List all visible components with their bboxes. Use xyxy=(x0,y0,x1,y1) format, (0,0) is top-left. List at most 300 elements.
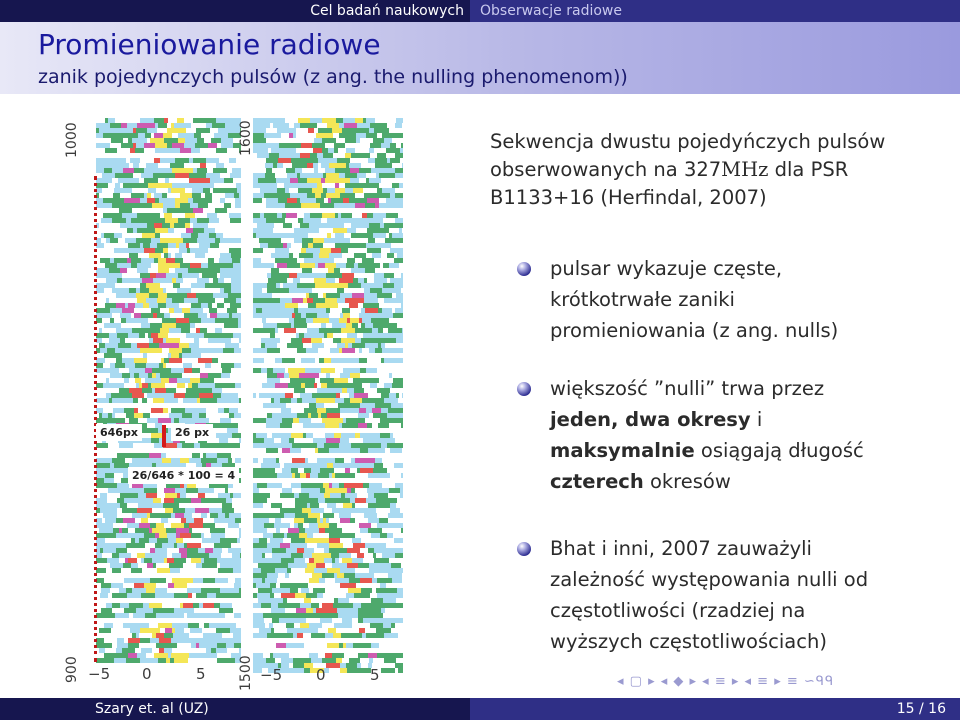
pulse-cell xyxy=(152,373,156,378)
pulse-cell xyxy=(134,373,139,378)
pulse-cell xyxy=(261,343,265,348)
pulse-cell xyxy=(127,198,140,203)
pulse-cell xyxy=(233,568,241,573)
pulse-cell xyxy=(143,303,149,308)
pulse-cell xyxy=(203,638,208,643)
pulse-cell xyxy=(205,283,219,288)
pulse-cell xyxy=(256,433,267,438)
pulse-cell xyxy=(231,278,241,283)
pulse-cell xyxy=(211,653,217,658)
pulse-cell xyxy=(317,148,322,153)
pulse-cell xyxy=(253,493,256,498)
pulse-cell xyxy=(326,438,340,443)
pulse-cell xyxy=(281,433,285,438)
pulse-cell xyxy=(193,223,201,228)
pulse-cell xyxy=(211,228,215,233)
pulse-cell xyxy=(272,618,279,623)
pulse-cell xyxy=(307,178,321,183)
pulse-heatmap-svg xyxy=(253,118,403,673)
pulse-cell xyxy=(343,158,350,163)
pulse-cell xyxy=(161,173,175,178)
pulse-cell xyxy=(354,298,364,303)
pulse-cell xyxy=(256,493,270,498)
pulse-cell xyxy=(327,233,331,238)
pulse-cell xyxy=(325,488,337,493)
pulse-cell xyxy=(215,328,222,333)
pulse-cell xyxy=(313,588,320,593)
pulse-cell xyxy=(287,243,291,248)
pulse-cell xyxy=(323,293,326,298)
pulse-cell xyxy=(272,178,276,183)
pulse-cell xyxy=(127,123,130,128)
pulse-cell xyxy=(229,158,236,163)
pulse-cell xyxy=(278,158,291,163)
pulse-cell xyxy=(214,518,223,523)
pulse-cell xyxy=(377,388,390,393)
pulse-cell xyxy=(168,538,176,543)
pulse-cell xyxy=(142,138,147,143)
pulse-cell xyxy=(130,373,134,378)
pulse-cell xyxy=(289,288,301,293)
pulse-cell xyxy=(157,393,163,398)
pulse-cell xyxy=(203,453,206,458)
pulse-cell xyxy=(329,483,332,488)
pulse-cell xyxy=(277,403,286,408)
pulse-cell xyxy=(137,123,148,128)
pulse-cell xyxy=(259,628,271,633)
pulse-cell xyxy=(109,468,121,473)
pulse-cell xyxy=(273,463,280,468)
pulse-cell xyxy=(401,143,403,148)
pulse-cell xyxy=(224,323,238,328)
pulse-cell xyxy=(215,238,220,243)
pulse-cell xyxy=(385,548,394,553)
pulse-cell xyxy=(160,183,172,188)
pulse-cell xyxy=(130,443,133,448)
pulse-cell xyxy=(334,378,348,383)
pulse-cell xyxy=(358,423,367,428)
pulse-cell xyxy=(351,223,356,228)
pulse-cell xyxy=(324,548,329,553)
pulse-cell xyxy=(367,643,371,648)
pulse-cell xyxy=(239,588,241,593)
pulse-cell xyxy=(164,118,168,123)
pulse-cell xyxy=(304,468,311,473)
pulse-cell xyxy=(354,253,366,258)
pulse-cell xyxy=(276,283,280,288)
pulse-cell xyxy=(129,603,143,608)
intro-line-3: B1133+16 (Herfindal, 2007) xyxy=(490,186,767,209)
pulse-cell xyxy=(116,328,127,333)
pulse-cell xyxy=(163,338,166,343)
pulse-cell xyxy=(253,418,266,423)
nav-section-right[interactable]: Obserwacje radiowe xyxy=(470,0,960,22)
pulse-cell xyxy=(122,508,126,513)
pulse-cell xyxy=(300,463,313,468)
pulse-cell xyxy=(225,543,231,548)
pulse-cell xyxy=(275,248,281,253)
pulse-cell xyxy=(287,198,297,203)
pulse-cell xyxy=(316,198,324,203)
pulse-cell xyxy=(153,173,161,178)
pulse-cell xyxy=(219,258,232,263)
pulse-cell xyxy=(151,333,158,338)
pulse-cell xyxy=(140,273,150,278)
pulse-cell xyxy=(354,388,364,393)
pulse-cell xyxy=(294,558,305,563)
pulse-cell xyxy=(317,223,330,228)
pulse-cell xyxy=(388,293,392,298)
pulse-cell xyxy=(214,603,220,608)
nav-section-left[interactable]: Cel badań naukowych xyxy=(0,0,470,22)
pulse-cell xyxy=(99,528,113,533)
pulse-cell xyxy=(120,543,126,548)
pulse-cell xyxy=(228,523,239,528)
pulse-cell xyxy=(159,608,166,613)
pulse-cell xyxy=(381,608,385,613)
pulse-cell xyxy=(298,158,310,163)
pulse-cell xyxy=(192,193,201,198)
pulse-cell xyxy=(109,268,120,273)
pulse-cell xyxy=(193,228,204,233)
pulse-cell xyxy=(347,668,357,673)
pulse-cell xyxy=(327,463,333,468)
pulse-cell xyxy=(142,383,148,388)
pulse-cell xyxy=(292,163,303,168)
pulse-cell xyxy=(105,473,114,478)
pulse-cell xyxy=(205,198,212,203)
pulse-cell xyxy=(231,253,241,258)
pulse-cell xyxy=(384,358,394,363)
pulse-cell xyxy=(382,128,385,133)
pulse-cell xyxy=(148,123,155,128)
pulse-cell xyxy=(380,223,384,228)
pulse-cell xyxy=(329,543,343,548)
pulse-cell xyxy=(375,403,387,408)
pulse-cell xyxy=(199,643,212,648)
pulse-cell xyxy=(326,173,339,178)
pulse-cell xyxy=(366,378,379,383)
pulse-cell xyxy=(166,643,177,648)
pulse-cell xyxy=(304,358,315,363)
pulse-cell xyxy=(330,423,339,428)
pulse-cell xyxy=(300,348,306,353)
pulse-cell xyxy=(108,203,112,208)
pulse-cell xyxy=(231,288,241,293)
pulse-cell xyxy=(221,373,230,378)
pulse-cell xyxy=(274,563,288,568)
pulse-cell xyxy=(390,433,393,438)
pulse-cell xyxy=(178,183,192,188)
pulse-cell xyxy=(235,203,241,208)
pulse-cell xyxy=(297,273,310,278)
pulse-cell xyxy=(225,343,231,348)
pulse-cell xyxy=(344,483,357,488)
pulse-cell xyxy=(345,173,357,178)
pulse-cell xyxy=(159,118,164,123)
pulse-cell xyxy=(260,188,265,193)
pulse-cell xyxy=(194,443,200,448)
pulse-cell xyxy=(193,158,206,163)
pulse-cell xyxy=(387,348,397,353)
pulse-cell xyxy=(110,563,123,568)
pulse-cell xyxy=(117,278,122,283)
pulse-cell xyxy=(298,218,303,223)
pulse-cell xyxy=(166,388,176,393)
pulse-cell xyxy=(104,233,114,238)
pulse-cell xyxy=(253,128,266,133)
pulse-cell xyxy=(397,618,403,623)
pulse-cell xyxy=(281,273,289,278)
pulse-cell xyxy=(376,498,384,503)
pulse-cell xyxy=(313,173,323,178)
pulse-cell xyxy=(305,458,308,463)
pulse-cell xyxy=(136,128,147,133)
pulse-cell xyxy=(281,658,293,663)
pulse-cell xyxy=(152,368,164,373)
pulse-cell xyxy=(127,523,139,528)
pulse-cell xyxy=(187,553,196,558)
pulse-cell xyxy=(197,218,209,223)
pulse-cell xyxy=(137,213,149,218)
pulse-cell xyxy=(329,548,341,553)
pulse-cell xyxy=(392,183,399,188)
pulse-cell xyxy=(371,318,376,323)
pulse-cell xyxy=(219,333,233,338)
pulse-cell xyxy=(375,338,385,343)
pulse-cell xyxy=(135,148,140,153)
pulse-cell xyxy=(355,458,361,463)
pulse-cell xyxy=(327,383,341,388)
pulse-cell xyxy=(202,273,207,278)
pulse-cell xyxy=(225,488,228,493)
pulse-cell xyxy=(326,373,330,378)
pulse-cell xyxy=(188,123,191,128)
pulse-cell xyxy=(256,138,266,143)
pulse-cell xyxy=(317,458,321,463)
pulse-cell xyxy=(306,608,313,613)
pulse-cell xyxy=(256,308,262,313)
pulse-cell xyxy=(122,648,135,653)
pulse-cell xyxy=(295,473,300,478)
pulse-cell xyxy=(136,633,139,638)
pulse-cell xyxy=(130,158,140,163)
pulse-cell xyxy=(383,153,386,158)
pulse-cell xyxy=(311,198,316,203)
pulse-cell xyxy=(313,608,316,613)
beamer-navigation-symbols[interactable]: ◂ ▢ ▸ ◂ ◆ ▸ ◂ ≡ ▸ ◂ ≡ ▸ ≡ ∽ᑫᑫ xyxy=(617,674,835,689)
pulse-cell xyxy=(240,628,241,633)
bullet-2-bold-3: czterech xyxy=(550,470,644,493)
pulse-cell xyxy=(321,558,324,563)
pulse-cell xyxy=(301,583,308,588)
pulse-cell xyxy=(384,498,397,503)
pulse-cell xyxy=(217,338,231,343)
pulse-cell xyxy=(174,393,185,398)
pulse-cell xyxy=(258,598,269,603)
pulse-cell xyxy=(341,383,354,388)
pulse-cell xyxy=(193,118,204,123)
pulse-cell xyxy=(162,323,176,328)
pulse-cell xyxy=(177,288,191,293)
pulse-cell xyxy=(113,128,127,133)
pulse-cell xyxy=(282,488,292,493)
pulse-cell xyxy=(160,373,172,378)
pulse-cell xyxy=(168,253,171,258)
pulse-cell xyxy=(145,378,150,383)
pulse-cell xyxy=(151,408,163,413)
pulse-cell xyxy=(394,418,403,423)
pulse-cell xyxy=(261,193,264,198)
pulse-cell xyxy=(305,628,318,633)
pulse-cell xyxy=(103,213,115,218)
pulse-cell xyxy=(147,193,151,198)
pulse-cell xyxy=(185,213,195,218)
pulse-cell xyxy=(365,328,372,333)
pulse-cell xyxy=(223,188,228,193)
pulse-cell xyxy=(164,648,172,653)
pulse-cell xyxy=(238,318,241,323)
pulse-cell xyxy=(277,188,282,193)
pulse-cell xyxy=(345,298,354,303)
pulse-cell xyxy=(119,398,133,403)
pulse-cell xyxy=(340,518,350,523)
pulse-cell xyxy=(345,613,358,618)
pulse-cell xyxy=(365,343,378,348)
pulse-cell xyxy=(190,208,193,213)
pulse-cell xyxy=(150,578,157,583)
pulse-cell xyxy=(222,638,230,643)
pulse-cell xyxy=(238,563,241,568)
pulse-cell xyxy=(207,213,217,218)
pulse-cell xyxy=(398,258,403,263)
pulse-cell xyxy=(96,468,105,473)
pulse-cell xyxy=(307,658,311,663)
pulse-cell xyxy=(105,148,110,153)
pulse-cell xyxy=(199,413,206,418)
pulse-cell xyxy=(235,593,240,598)
pulse-cell xyxy=(381,408,388,413)
pulse-cell xyxy=(207,593,216,598)
pulse-cell xyxy=(375,288,382,293)
pulse-cell xyxy=(213,278,218,283)
pulse-cell xyxy=(272,303,285,308)
footer-page-number: 15 / 16 xyxy=(470,698,960,720)
pulse-cell xyxy=(306,313,317,318)
pulse-cell xyxy=(293,508,302,513)
pulse-cell xyxy=(108,158,118,163)
pulse-cell xyxy=(105,118,108,123)
pulse-cell xyxy=(369,223,380,228)
pulse-cell xyxy=(262,538,267,543)
pulse-cell xyxy=(128,178,139,183)
pulse-cell xyxy=(370,623,383,628)
pulse-cell xyxy=(344,573,355,578)
pulse-cell xyxy=(317,183,322,188)
pulse-cell xyxy=(230,493,233,498)
pulse-cell xyxy=(133,398,138,403)
pulse-cell xyxy=(253,228,265,233)
pulse-cell xyxy=(356,223,369,228)
pulse-cell xyxy=(361,283,375,288)
pulse-cell xyxy=(226,643,234,648)
pulse-cell xyxy=(333,633,341,638)
pulse-cell xyxy=(201,263,208,268)
pulse-cell xyxy=(139,383,142,388)
pulse-cell xyxy=(271,513,284,518)
pulse-cell xyxy=(322,658,336,663)
pulse-cell xyxy=(154,193,162,198)
pulse-cell xyxy=(343,418,346,423)
pulse-cell xyxy=(326,388,339,393)
pulse-cell xyxy=(106,393,111,398)
pulse-cell xyxy=(305,538,319,543)
pulse-cell xyxy=(398,448,402,453)
pulse-cell xyxy=(369,563,382,568)
pulse-cell xyxy=(390,158,400,163)
pulse-cell xyxy=(191,303,201,308)
pulse-cell xyxy=(372,303,379,308)
pulse-cell xyxy=(195,253,205,258)
pulse-cell xyxy=(395,168,403,173)
pulse-cell xyxy=(278,313,292,318)
pulse-cell xyxy=(230,623,236,628)
pulse-cell xyxy=(286,548,297,553)
pulse-cell xyxy=(374,278,387,283)
pulse-cell xyxy=(393,443,403,448)
pulse-cell xyxy=(260,243,268,248)
pulse-cell xyxy=(385,338,396,343)
pulse-cell xyxy=(278,253,283,258)
pulse-cell xyxy=(104,323,107,328)
pulse-cell xyxy=(359,318,362,323)
pulse-cell xyxy=(154,653,168,658)
pulse-cell xyxy=(155,548,167,553)
pulse-cell xyxy=(171,513,175,518)
pulse-cell xyxy=(214,458,217,463)
pulse-cell xyxy=(122,278,135,283)
pulse-cell xyxy=(237,348,241,353)
pulse-cell xyxy=(164,253,168,258)
pulse-cell xyxy=(159,533,167,538)
pulse-cell xyxy=(337,158,343,163)
pulse-cell xyxy=(132,513,141,518)
pulse-cell xyxy=(276,178,290,183)
pulse-cell xyxy=(104,623,113,628)
pulse-cell xyxy=(268,278,274,283)
pulse-cell xyxy=(108,118,115,123)
pulse-cell xyxy=(284,373,289,378)
pulse-cell xyxy=(122,373,130,378)
pulse-cell xyxy=(253,143,266,148)
pulse-cell xyxy=(394,538,403,543)
pulse-cell xyxy=(334,218,347,223)
pulse-cell xyxy=(227,428,238,433)
left-strip-bottom-label: 900 xyxy=(64,656,80,683)
pulse-cell xyxy=(272,203,285,208)
pulse-cell xyxy=(128,243,140,248)
pulse-cell xyxy=(225,293,228,298)
pulse-cell xyxy=(99,343,105,348)
pulse-cell xyxy=(366,368,377,373)
pulse-cell xyxy=(176,318,189,323)
pulse-cell xyxy=(155,148,159,153)
pulse-cell xyxy=(281,593,295,598)
pulse-cell xyxy=(253,443,267,448)
pulse-cell xyxy=(136,143,144,148)
pulse-cell xyxy=(335,578,349,583)
pulse-cell xyxy=(253,178,258,183)
